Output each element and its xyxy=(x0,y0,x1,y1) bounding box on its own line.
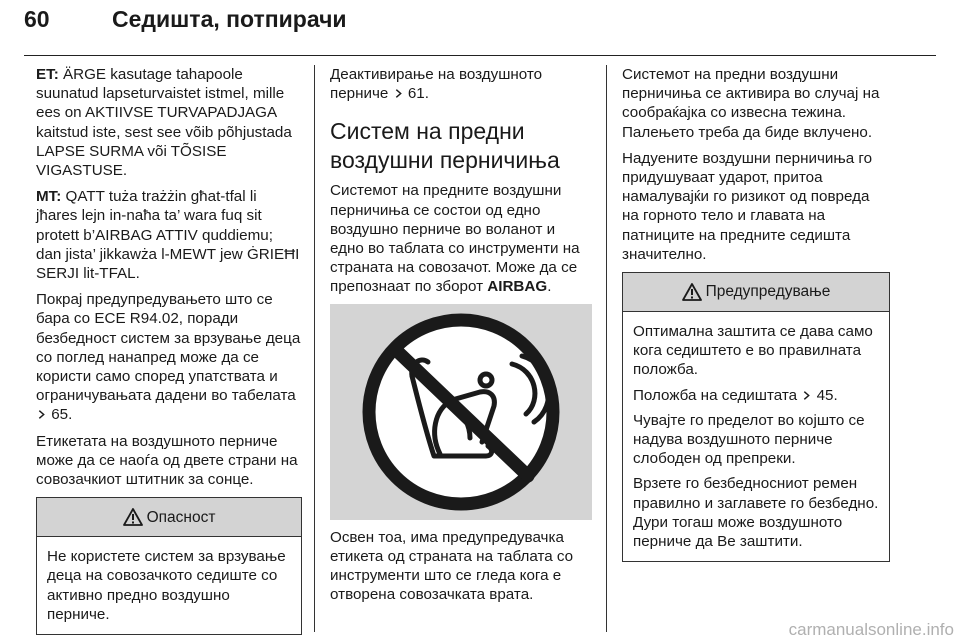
page-reference[interactable]: 45. xyxy=(816,386,838,404)
paragraph-text: Положба на седиштата xyxy=(633,386,798,404)
page-header xyxy=(24,4,936,54)
danger-box-title: Опасност xyxy=(146,508,216,526)
paragraph-activation: Системот на предни воздушни перничиња се активира во случај на сообраќајка со извесна тежина. Палењето треба да биде вклучено. xyxy=(622,66,880,141)
danger-box-header xyxy=(37,498,301,537)
warning-paragraph xyxy=(633,386,879,405)
paragraph-label-location: Етикетата на воздушното перниче може да се наоѓа од двете страни на совозачкиот штитник за сонце. xyxy=(36,432,298,489)
warning-box-body xyxy=(623,312,889,561)
warning-paragraph: Чувајте го пределот во којшто се надува воздушното перниче слободен од препреки. xyxy=(633,411,865,468)
section-heading: Систем на предни воздушни перничиња xyxy=(330,118,560,174)
paragraph-deactivation xyxy=(330,65,592,103)
reference-arrow-icon xyxy=(393,88,404,99)
paragraph-warning-label: Освен тоа, има предупредувачка етикета од страната на таблата со инструменти што се гледа кога е отворена совозачката врата. xyxy=(330,528,574,604)
reference-arrow-icon xyxy=(36,409,47,420)
paragraph-et xyxy=(36,65,302,180)
paragraph-system xyxy=(330,181,592,296)
watermark: carmanualsonline.info xyxy=(788,620,954,639)
page-number: 60 xyxy=(24,6,50,32)
language-label-et: ET: xyxy=(36,66,59,83)
punctuation: . xyxy=(547,278,552,296)
warning-paragraph: Оптимална заштита се дава само кога седиштето е во правилната положба. xyxy=(633,323,873,379)
page-title: Седишта, потпирачи xyxy=(112,6,347,32)
warning-triangle-icon xyxy=(682,283,702,301)
language-label-mt: MT: xyxy=(36,188,62,206)
header-rule xyxy=(24,55,936,56)
paragraph-text: Деактивирање на воздушното перниче xyxy=(330,66,543,103)
page-reference[interactable]: 61. xyxy=(407,85,429,103)
danger-box-body xyxy=(37,537,301,634)
paragraph-text: ÄRGE kasutage tahapoole suunatud lapseturvaistet istmel, mille ees on AKTIIVSE TURVAPADJAGA kaitstud iste, sest see võib põhjustada LAPSE SURMA või TÕSISE VIGASTUSE. xyxy=(36,66,292,180)
column-divider xyxy=(606,65,607,632)
warning-box xyxy=(622,272,890,562)
no-rear-facing-child-seat-pictogram xyxy=(330,304,592,520)
warning-box-title: Предупредување xyxy=(705,283,831,301)
danger-box-text: Не користете систем за врзување деца на совозачкото седиште со активно предно воздушно перниче. xyxy=(47,548,286,623)
reference-arrow-icon xyxy=(801,390,812,401)
column-2 xyxy=(330,65,592,611)
column-divider xyxy=(314,65,315,632)
warning-triangle-icon xyxy=(123,508,143,526)
warning-paragraph: Врзете го безбедносниот ремен правилно и заглавете го безбедно. Дури тогаш може воздушното перниче да Ве заштити. xyxy=(633,475,879,551)
column-3 xyxy=(622,65,890,562)
paragraph-ece xyxy=(36,290,302,424)
paragraph-text: QATT tuża trażżin għat-tfal li jħares lejn in-naħa ta’ wara fuq sit protett b’AIRBAG ATTIV quddiemu; dan jista’ jikkawża l-MEWT jew ĠRIEĦI SERJI lit-TFAL. xyxy=(36,188,300,283)
page-reference[interactable]: 65. xyxy=(51,406,73,424)
paragraph-text: Покрај предупредувањето што се бара со ECE R94.02, поради безбедност систем за врзување деца со поглед нанапред може да се користи само според упатствата и ограничувањата дадени во табелата xyxy=(36,291,301,405)
column-1 xyxy=(36,65,302,635)
paragraph-text: Системот на предните воздушни перничиња се состои од едно воздушно перниче во воланот и едно во таблата со инструменти на страната на совозачот. Може да се препознаат по зборот xyxy=(330,182,580,296)
danger-box xyxy=(36,497,302,635)
paragraph-inflation: Надуените воздушни перничиња го придушуваат ударот, притоа намалуваjќи го ризикот од повреда на горното тело и главата на патниците на предните седишта значително. xyxy=(622,149,873,263)
warning-box-header xyxy=(623,273,889,312)
airbag-word: AIRBAG xyxy=(487,278,548,296)
paragraph-mt xyxy=(36,187,302,283)
